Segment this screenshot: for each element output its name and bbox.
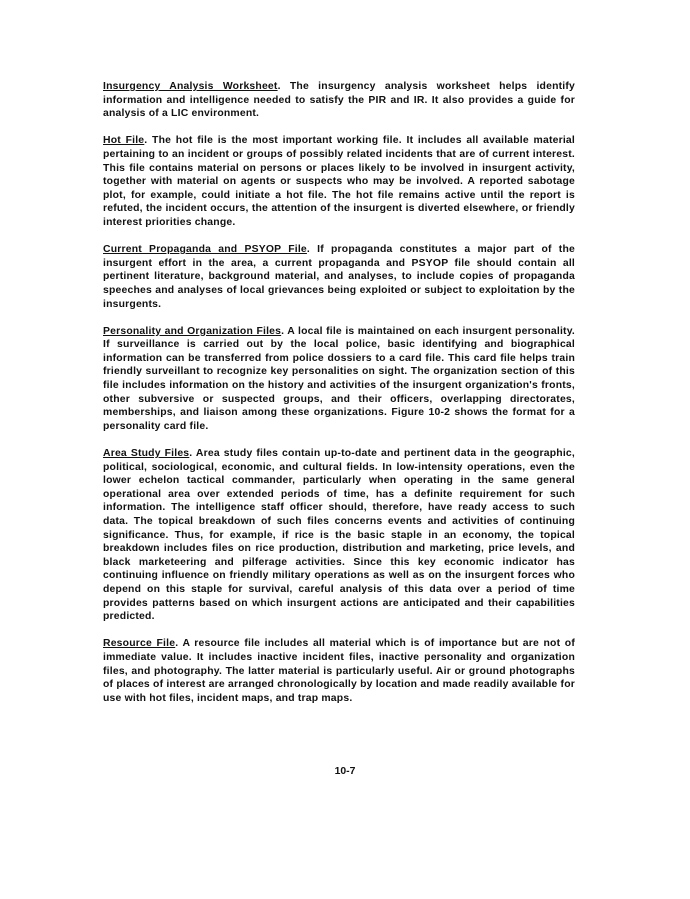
body-text (103, 80, 575, 719)
text-area-study-files: . Area study files contain up-to-date and pertinent data in the geographic, political, sociological, economic, and cultural fields. In low-intensity operations, even the lower echelon tactical commander, particularly when operating in the same general operational area over extended periods of time, has a definite requirement for such information. The intelligence staff officer should, therefore, have ready access to such data. The topical breakdown of such files concerns events and activities of continuing significance. Thus, for example, if rice is the basic staple in an economy, the topical breakdown includes files on rice production, distribution and marketing, price levels, and black marketeering and pilferage activities. Since this key economic indicator has continuing influence on friendly military operations as well as on the insurgent forces who depend on this staple for survival, careful analysis of this data over a period of time provides patterns based on which insurgent actions are anticipated and their capabilities predicted. (103, 448, 575, 623)
heading-personality-organization-files: Personality and Organization Files (103, 325, 282, 337)
paragraph-resource-file (103, 637, 575, 705)
page-number: 10-7 (334, 766, 356, 777)
heading-hot-file: Hot File (103, 135, 145, 147)
heading-current-propaganda-psyop-file: Current Propaganda and PSYOP File (103, 244, 307, 256)
heading-area-study-files: Area Study Files (103, 448, 190, 460)
text-resource-file: . A resource file includes all material which is of importance but are not of immediate value. It includes inactive incident files, inactive personality and organization files, and photography. The latter material is particularly useful. Air or ground photographs of places of interest are arranged chronologically by location and made readily available for use with hot files, incident maps, and trap maps. (103, 638, 575, 704)
paragraph-hot-file (103, 134, 575, 229)
paragraph-insurgency-analysis-worksheet (103, 80, 575, 121)
paragraph-current-propaganda-psyop-file (103, 243, 575, 311)
text-hot-file: . The hot file is the most important working file. It includes all available material pertaining to an incident or groups of possibly related incidents that are of current interest. This file contains material on persons or places likely to be involved in insurgent activity, together with material on agents or suspects who may be involved. A reported sabotage plot, for example, could initiate a hot file. The hot file remains active until the report is refuted, the incident occurs, the attention of the insurgent is diverted elsewhere, or friendly interest priorities change. (103, 135, 576, 228)
heading-resource-file: Resource File (103, 638, 176, 650)
text-personality-organization-files: . A local file is maintained on each insurgent personality. If surveillance is carried out by the local police, basic identifying and biographical information can be transferred from police dossiers to a card file. This card file helps train friendly surveillant to recognize key personalities on sight. The organization section of this file includes information on the history and activities of the insurgent organization's fronts, other subversive or suspected groups, and their officers, overlapping directorates, memberships, and liaison among these organizations. Figure 10-2 shows the format for a personality card file. (103, 325, 575, 432)
heading-insurgency-analysis-worksheet: Insurgency Analysis Worksheet (103, 81, 278, 92)
text-insurgency-analysis-worksheet: . The insurgency analysis worksheet helps identify information and intelligence needed to satisfy the PIR and IR. It also provides a guide for analysis of a LIC environment. (103, 81, 576, 120)
text-current-propaganda-psyop-file: . If propaganda constitutes a major part of the insurgent effort in the area, a current propaganda and PSYOP file should contain all pertinent literature, background material, and analyses, to include copies of propaganda speeches and analyses of local grievances being exploited or subject to exploitation by the insurgents. (103, 244, 575, 310)
paragraph-area-study-files (103, 447, 575, 624)
paragraph-personality-organization-files (103, 325, 575, 434)
